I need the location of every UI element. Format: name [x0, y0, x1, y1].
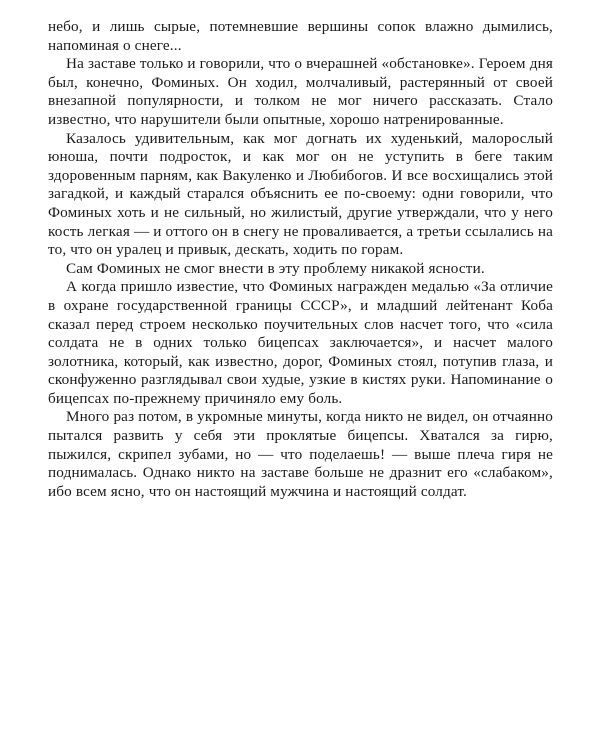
page-body	[48, 18, 553, 501]
paragraph: Сам Фоминых не смог внести в эту проблему никакой ясности.	[66, 259, 485, 277]
paragraph: Много раз потом, в укромные минуты, когда никто не видел, он отчаянно пытался развить у себя эти проклятые бицепсы. Хватался за гирю, пыжился, скрипел зубами, но — что поделаешь! — выше плеча гиря не поднималась. Однако никто на заставе больше не дразнит его «слабаком», ибо всем ясно, что он настоящий мужчина и настоящий солдат.	[48, 408, 553, 500]
paragraph: А когда пришло известие, что Фоминых награжден медалью «За отличие в охране государственной границы СССР», и младший лейтенант Коба сказал перед строем несколько поучительных слов насчет того, что «сила солдата не в одних только бицепсах заключается», и насчет малого золотника, который, как известно, дорог, Фоминых стоял, потупив глаза, и сконфуженно разглядывал свои худые, узкие в кистях руки. Напоминание о бицепсах по-прежнему причиняло ему боль.	[48, 278, 553, 407]
paragraph: На заставе только и говорили, что о вчерашней «обстановке». Героем дня был, конечно, Фоминых. Он ходил, молчаливый, растерянный от своей внезапной популярности, и толком не мог ничего рассказать. Стало известно, что нарушители были опытные, хорошо натренированные.	[48, 55, 553, 128]
paragraph: Казалось удивительным, как мог догнать их худенький, малорослый юноша, почти подросток, и как мог он не уступить в беге таким здоровенным парням, как Вакуленко и Любибогов. И все восхищались этой загадкой, и каждый старался объяснить ее по-своему: одни говорили, что Фоминых хоть и не сильный, но жилистый, другие утверждали, что у него кость легкая — и оттого он в снегу не проваливается, а третьи ссылались на то, что он уралец и привык, дескать, ходить по горам.	[48, 129, 553, 259]
paragraph-continuation: небо, и лишь сырые, потемневшие вершины сопок влажно дымились, напоминая о снеге...	[48, 18, 553, 54]
